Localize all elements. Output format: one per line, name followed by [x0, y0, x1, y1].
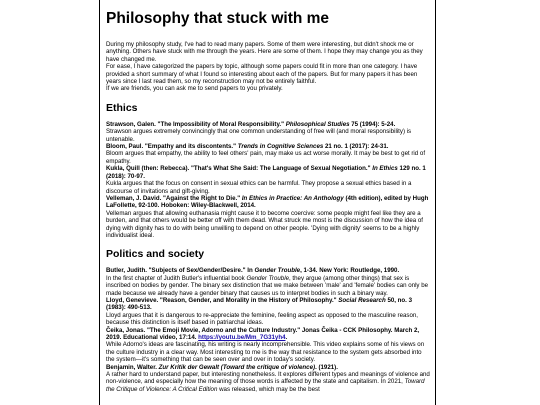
intro-paragraph: If we are friends, you can ask me to send papers to you privately. [106, 85, 283, 93]
reference-citation: Velleman, J. David. "Against the Right to Die." In Ethics in Practice: An Anthology (4th edition), edited by Hugh LaFollette, 92-100. Hoboken: Wiley-Blackwell, 2014. [106, 194, 429, 210]
reference-entry [106, 297, 430, 327]
reference-summary: Velleman argues that allowing euthanasia might cause it to become coercive: some people might feel like they are a burden, and that others would be better off with them dead. What struck me most is the discussion of how the idea of dying with dignity has to do with being unwilling to depend on other people. 'Dying with dignity' seems to be a highly individualist ideal. [106, 209, 423, 239]
section-heading-ethics: Ethics [106, 101, 138, 114]
reference-citation: Bloom, Paul. "Empathy and its discontents." Trends in Cognitive Sciences 21 no. 1 (2017): 24-31. [106, 143, 389, 151]
reference-entry [106, 121, 430, 143]
reference-entry [106, 327, 430, 364]
reference-summary: Lloyd argues that it is dangerous to re-appreciate the feminine, feeling aspect as opposed to the masculine reason, because this distinction is itself based in patriarchal ideas. [106, 311, 419, 327]
reference-summary: A rather hard to understand paper, but interesting nonetheless. It explores different types and meanings of violence and non-violence, and especially how the meaning of those words is affected by the state and capitalism. In 2021, Toward the Critique of Violence: A Critical Edition was released, which may be the best [106, 371, 430, 393]
reference-citation: Lloyd, Genevieve. "Reason, Gender, and Morality in the History of Philosophy." Social Research 50, no. 3 (1983): 490-513. [106, 296, 413, 312]
reference-entry [106, 267, 430, 297]
intro-paragraph: For ease, I have categorized the papers by topic, although some papers could fit in more than one category. I have provided a short summary of what I found so interesting about each of the papers. But for many papers it has been years since I last read them, so my reconstruction may not be entirely faithful. [106, 63, 418, 86]
video-link[interactable]: https://youtu.be/Mm_7G31yh4 [198, 334, 286, 341]
reference-entry [106, 195, 430, 239]
reference-entry [106, 165, 430, 195]
reference-summary: While Adorno's ideas are fascinating, his writing is nearly incomprehensible. This video explains some of his views on the culture industry in a clear way. Most interesting to me is the way that resistance to the system gets absorbed into the system—it's something that can be seen over and over in today's society. [106, 341, 425, 364]
reference-entry [106, 143, 430, 165]
reference-entry [106, 364, 430, 394]
reference-citation: Čeika, Jonas. "The Emoji Movie, Adorno and the Culture Industry." Jonas Čeika - CCK Philosophy. March 2, 2019. Educational video, 17:14. https://youtu.be/Mm_7G31yh4. [106, 326, 420, 341]
reference-citation: Benjamin, Walter. Zur Kritik der Gewalt (Toward the critique of violence). (1921). [106, 363, 338, 371]
reference-summary: Strawson argues extremely convincingly that one common understanding of free will (and moral responsibility) is untenable. [106, 128, 412, 143]
section-heading-politics: Politics and society [106, 248, 205, 261]
intro-paragraph: During my philosophy study, I've had to read many papers. Some of them were interesting, but didn't shock me or anything. Others have stuck with me through the years. Here are some of them. I hope they may change you as they have changed me. [106, 41, 423, 63]
reference-citation: Butler, Judith. "Subjects of Sex/Gender/Desire." In Gender Trouble, 1-34. New York: Routledge, 1990. [106, 267, 400, 275]
reference-summary: In the first chapter of Judith Butler's influential book Gender Trouble, they argue (among other things) that sex is inscribed on bodies by gender. The binary sex distinction that we make between 'male' and 'female' bodies can only be made because we already have a gender binary that causes us to interpret bodies in such a binary way. [106, 274, 429, 297]
intro [106, 41, 430, 93]
document-page [99, 0, 436, 405]
reference-citation: Strawson, Galen. "The Impossibility of Moral Responsibility." Philosophical Studies 75 (1994): 5-24. [106, 120, 396, 128]
reference-summary: Kukla argues that the focus on consent in sexual ethics can be harmful. They propose a sexual ethics based in a discourse of invitations and gift-giving. [106, 180, 412, 195]
reference-summary: Bloom argues that empathy, the ability to feel others' pain, may make us act worse morally. It may be best to get rid of empathy. [106, 150, 426, 165]
reference-citation: Kukla, Quill (then: Rebecca). "That's What She Said: The Language of Sexual Negotiation." In Ethics 129 no. 1 (2018): 70-97. [106, 165, 426, 180]
page-title: Philosophy that stuck with me [106, 10, 330, 27]
